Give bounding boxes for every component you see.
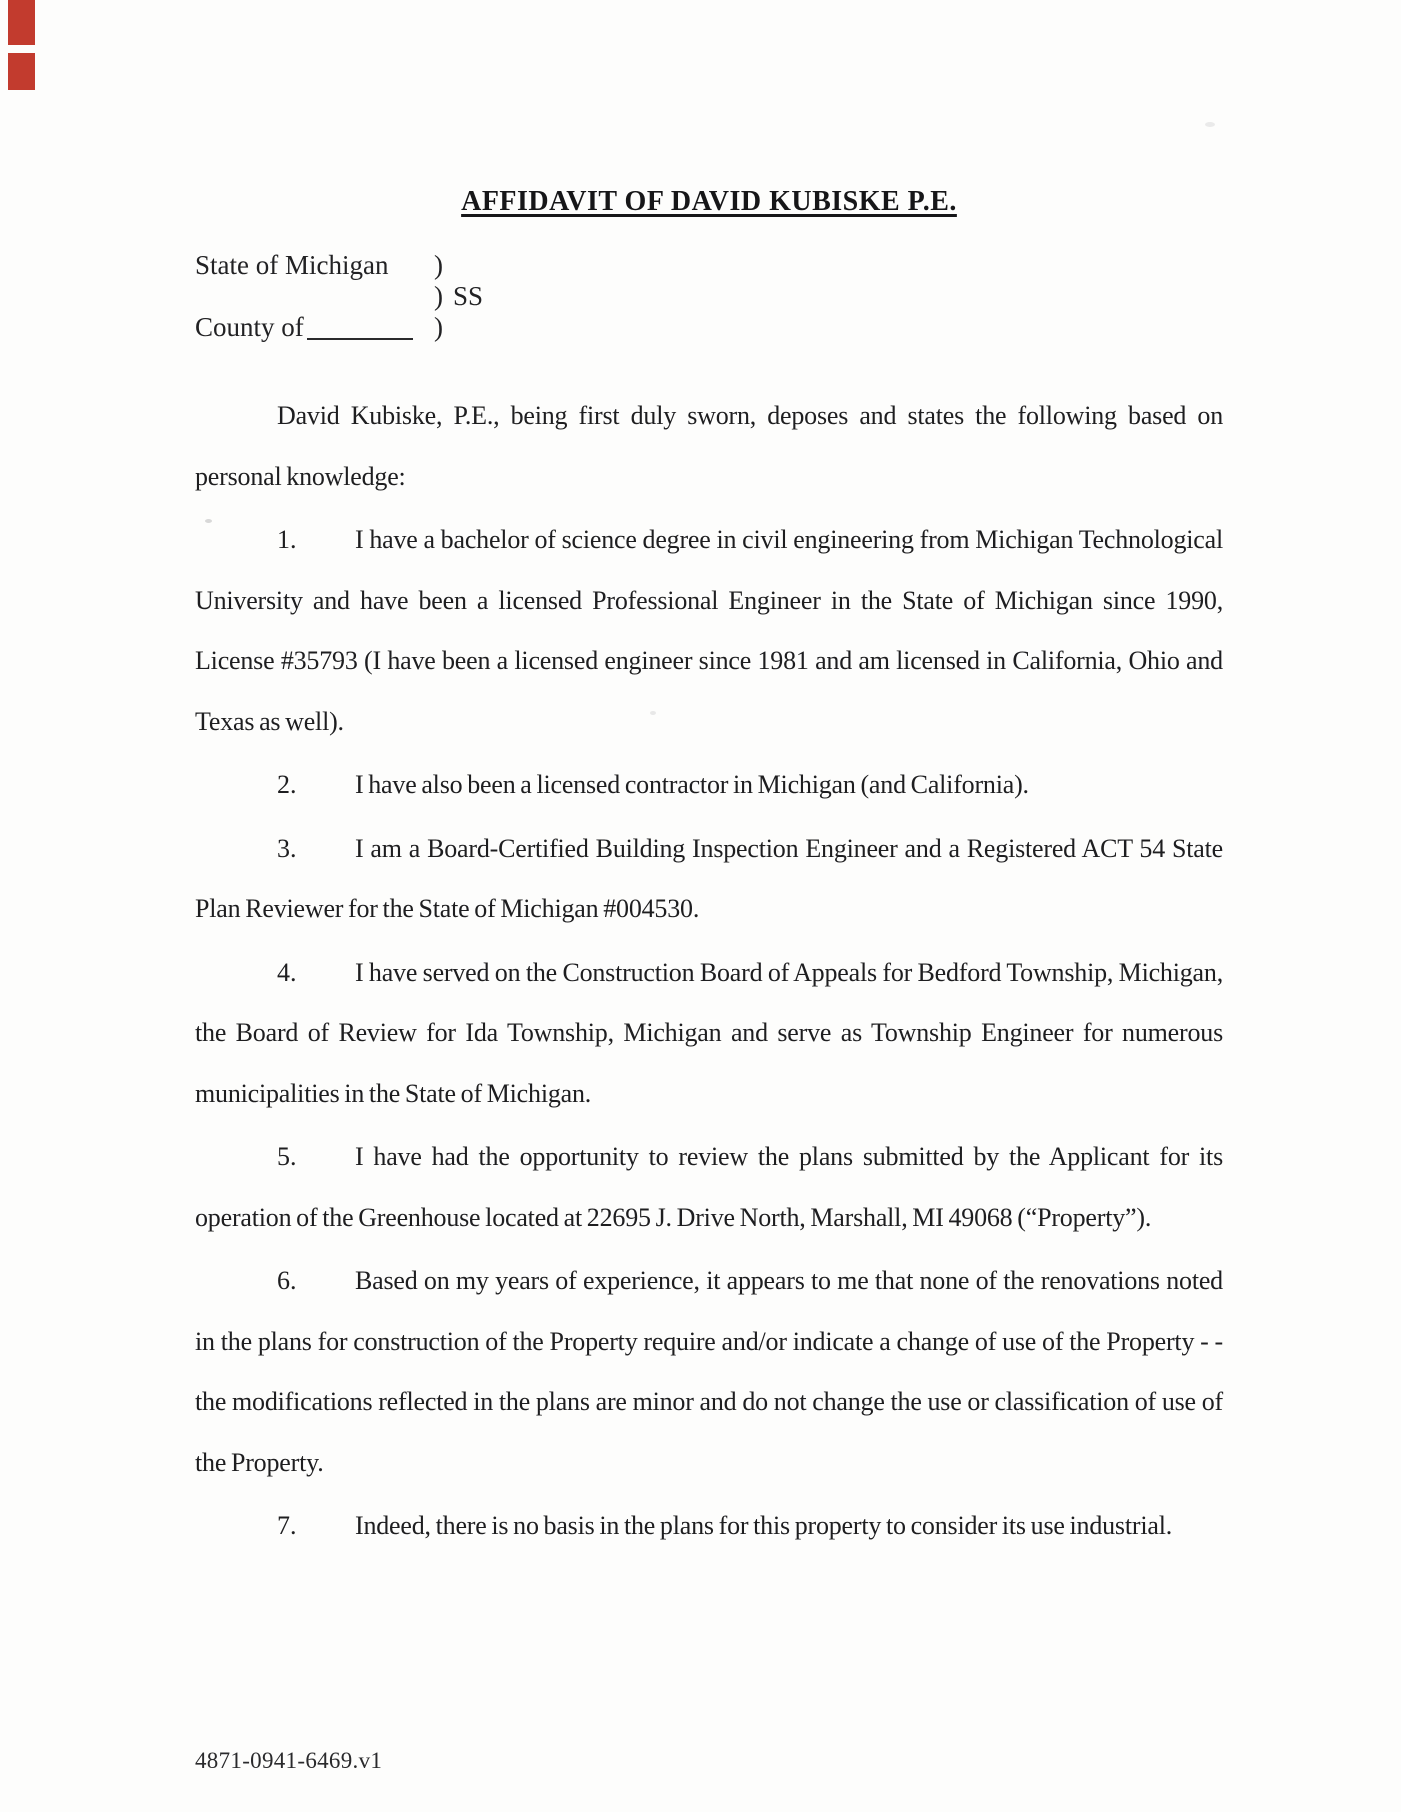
paragraph-number: 6. [277, 1266, 297, 1295]
paragraph-text: I have served on the Construction Board of Appeals for Bedford Township, Michigan, the Board of Review for Ida Township, Michigan and serve as Township Engineer for numerous municipalities in the State of Michigan. [195, 957, 1223, 1108]
caption-county-line [195, 312, 1223, 343]
paren-mark: ) [434, 312, 443, 342]
affidavit-paragraph-5 [195, 1127, 1223, 1248]
paragraph-number: 4. [277, 957, 297, 987]
paragraph-number: 2. [277, 770, 297, 799]
document-control-number: 4871-0941-6469.v1 [195, 1748, 383, 1773]
document-title: AFFIDAVIT OF DAVID KUBISKE P.E. [461, 186, 957, 217]
caption-ss-line [195, 281, 1223, 312]
paren-mark: ) [434, 250, 443, 280]
venue-caption [195, 250, 1223, 343]
intro-paragraph: David Kubiske, P.E., being first duly sworn, deposes and states the following based on personal knowledge: [195, 401, 1223, 491]
affidavit-paragraph-3 [195, 819, 1223, 940]
paragraph-text: I have had the opportunity to review the plans submitted by the Applicant for its operation of the Greenhouse located at 22695 J. Drive North, Marshall, MI 49068 (“Property”). [195, 1142, 1223, 1232]
paragraph-text: Indeed, there is no basis in the plans for this property to consider its use industrial. [355, 1511, 1173, 1540]
county-label: County of [195, 312, 304, 342]
paragraph-number: 1. [277, 525, 297, 554]
paragraph-number: 3. [277, 833, 297, 863]
paragraph-text: Based on my years of experience, it appears to me that none of the renovations noted in the plans for construction of the Property require and/or indicate a change of use of the Property - - the modifications reflected in the plans are minor and do not change the use or classification of use of the Property. [195, 1266, 1223, 1477]
affidavit-paragraph-1 [195, 510, 1223, 752]
paragraph-number: 5. [277, 1142, 297, 1171]
caption-state-line [195, 250, 1223, 281]
scan-red-mark-top [8, 0, 35, 45]
affidavit-paragraph-2 [195, 755, 1223, 816]
affidavit-paragraph-7 [195, 1496, 1223, 1557]
document-body [195, 0, 1223, 1560]
paren-mark: ) [434, 281, 443, 311]
paragraph-text: I am a Board-Certified Building Inspection Engineer and a Registered ACT 54 State Plan Reviewer for the State of Michigan #004530. [195, 833, 1223, 923]
scan-red-mark-bottom [8, 53, 35, 90]
paragraph-text: I have a bachelor of science degree in civil engineering from Michigan Technological University and have been a licensed Professional Engineer in the State of Michigan since 1990, License #35793 (I have been a licensed engineer since 1981 and am licensed in California, Ohio and Texas as well). [195, 525, 1223, 736]
state-label: State of Michigan [195, 250, 389, 280]
ss-label: SS [453, 281, 484, 311]
county-blank-field [307, 338, 413, 340]
affidavit-paragraph-4 [195, 943, 1223, 1125]
paragraph-text: I have also been a licensed contractor in Michigan (and California). [355, 770, 1029, 799]
paragraph-number: 7. [277, 1511, 297, 1540]
affidavit-paragraph-6 [195, 1251, 1223, 1493]
